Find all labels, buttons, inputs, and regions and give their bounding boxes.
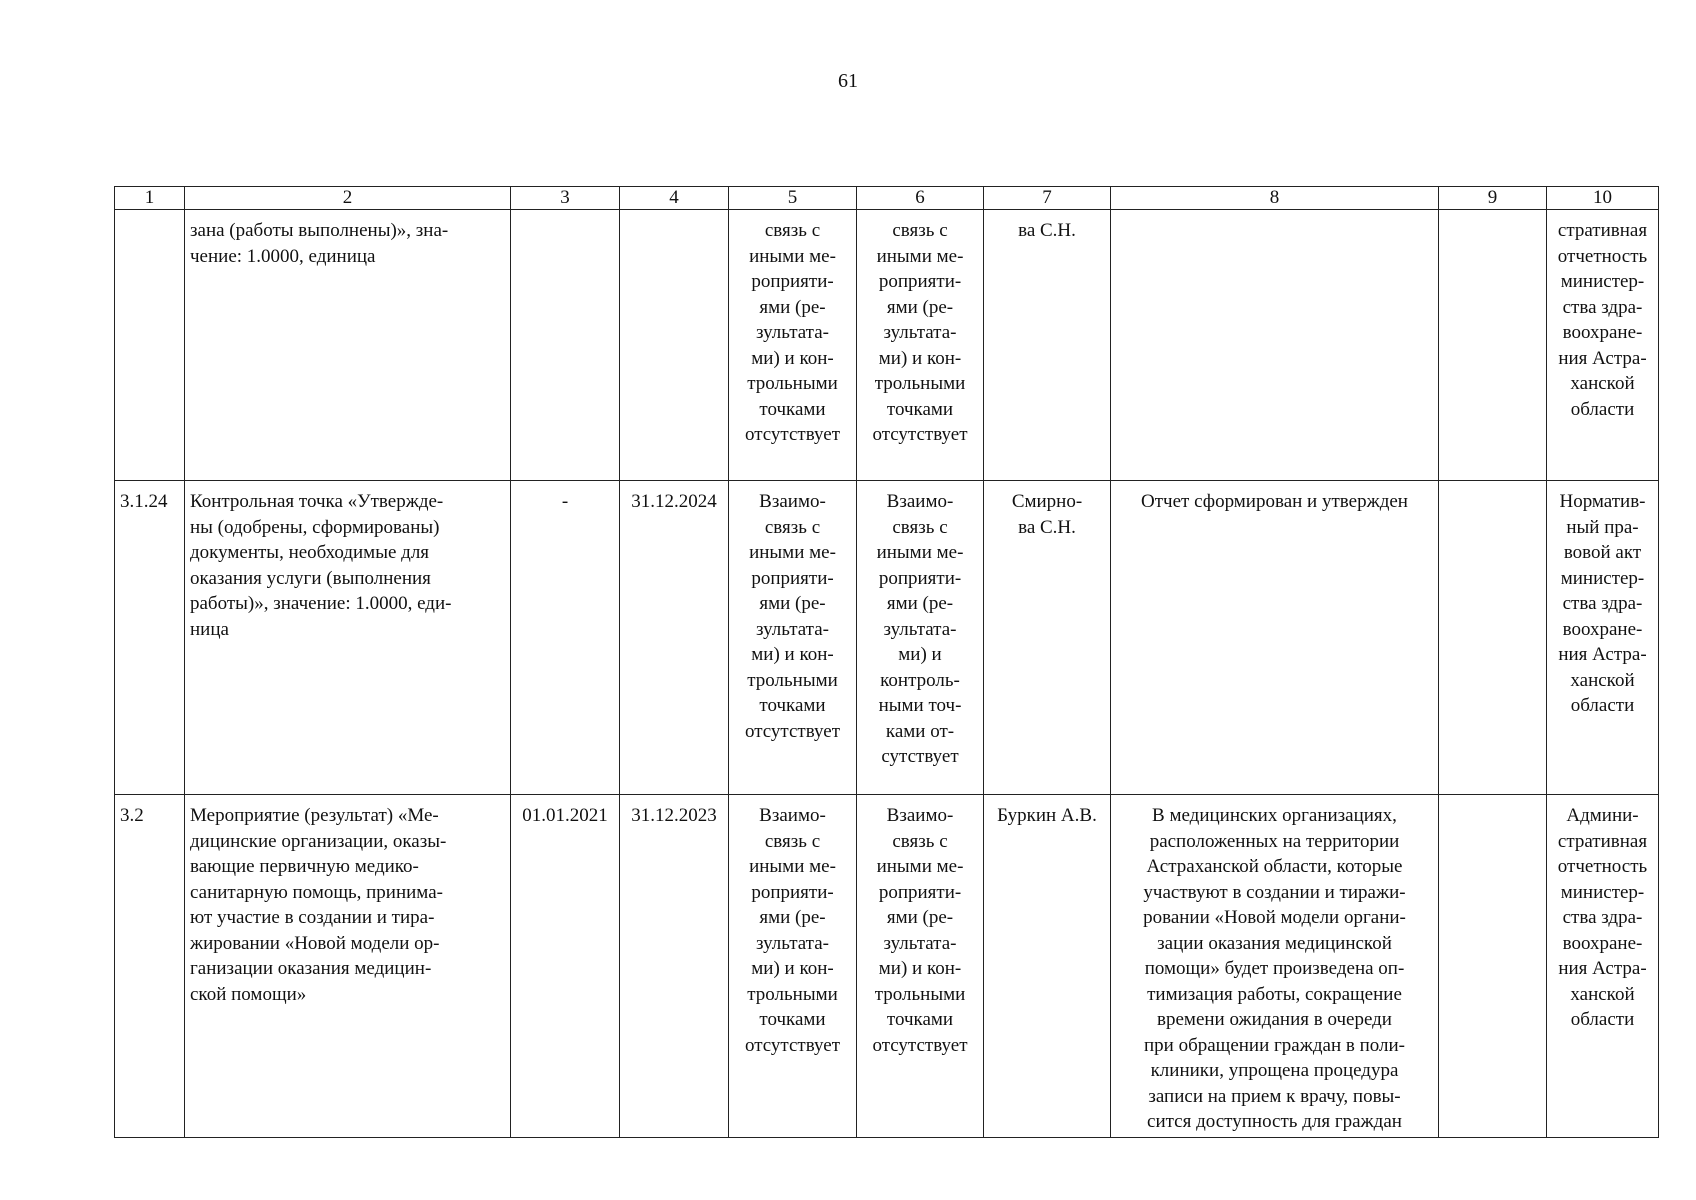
document-cell: стративная отчетность министер- ства здра- воохране- ния Астра- ханской области [1547,210,1659,481]
info-system-cell [1439,795,1547,1138]
name-cell: Мероприятие (результат) «Ме- дицинские организации, оказы- вающие первичную медико- санитарную помощь, принима- ют участие в создании и тира- жировании «Новой модели ор- ганизации оказания медицин- ской помощи» [185,795,511,1138]
start-date-cell: 01.01.2021 [511,795,620,1138]
end-date-cell [620,210,729,481]
document-cell: Норматив- ный пра- вовой акт министер- ства здра- воохране- ния Астра- ханской области [1547,481,1659,795]
responsible-cell: Буркин А.В. [984,795,1111,1138]
responsible-cell: Смирно- ва С.Н. [984,481,1111,795]
column-header: 4 [620,187,729,210]
column-header: 2 [185,187,511,210]
column-header: 3 [511,187,620,210]
name-cell: зана (работы выполнены)», зна- чение: 1.0000, единица [185,210,511,481]
plan-table [114,186,1659,1138]
column-header: 7 [984,187,1111,210]
end-date-cell: 31.12.2023 [620,795,729,1138]
result-cell: В медицинских организациях, расположенных на территории Астраханской области, которые участвуют в создании и тиражи- ровании «Новой модели органи- зации оказания медицинской помощи» будет произведена оп- тимизация работы, сокращение времени ожидания в очереди при обращении граждан в поли- клиники, упрощена процедура записи на прием к врачу, повы- сится доступность для граждан [1111,795,1439,1138]
successor-cell: Взаимо- связь с иными ме- роприяти- ями (ре- зультата- ми) и кон- трольными точками отсутствует [857,795,984,1138]
table-row [115,795,1659,1138]
row-number-cell: 3.1.24 [115,481,185,795]
predecessor-cell: Взаимо- связь с иными ме- роприяти- ями (ре- зультата- ми) и кон- трольными точками отсутствует [729,795,857,1138]
row-number-cell [115,210,185,481]
column-header: 5 [729,187,857,210]
column-header: 10 [1547,187,1659,210]
header-row [115,187,1659,210]
result-cell: Отчет сформирован и утвержден [1111,481,1439,795]
result-cell [1111,210,1439,481]
predecessor-cell: связь с иными ме- роприяти- ями (ре- зультата- ми) и кон- трольными точками отсутствует [729,210,857,481]
successor-cell: Взаимо- связь с иными ме- роприяти- ями (ре- зультата- ми) и контроль- ными точ- ками от- сутствует [857,481,984,795]
info-system-cell [1439,481,1547,795]
column-header: 6 [857,187,984,210]
name-cell: Контрольная точка «Утвержде- ны (одобрены, сформированы) документы, необходимые для оказания услуги (выполнения работы)», значение: 1.0000, еди- ница [185,481,511,795]
responsible-cell: ва С.Н. [984,210,1111,481]
successor-cell: связь с иными ме- роприяти- ями (ре- зультата- ми) и кон- трольными точками отсутствует [857,210,984,481]
info-system-cell [1439,210,1547,481]
row-number-cell: 3.2 [115,795,185,1138]
predecessor-cell: Взаимо- связь с иными ме- роприяти- ями (ре- зультата- ми) и кон- трольными точками отсутствует [729,481,857,795]
table-row [115,481,1659,795]
column-header: 1 [115,187,185,210]
page-number: 61 [838,70,858,92]
start-date-cell [511,210,620,481]
table-row [115,210,1659,481]
column-header: 8 [1111,187,1439,210]
start-date-cell: - [511,481,620,795]
column-header: 9 [1439,187,1547,210]
end-date-cell: 31.12.2024 [620,481,729,795]
document-cell: Админи- стративная отчетность министер- ства здра- воохране- ния Астра- ханской области [1547,795,1659,1138]
